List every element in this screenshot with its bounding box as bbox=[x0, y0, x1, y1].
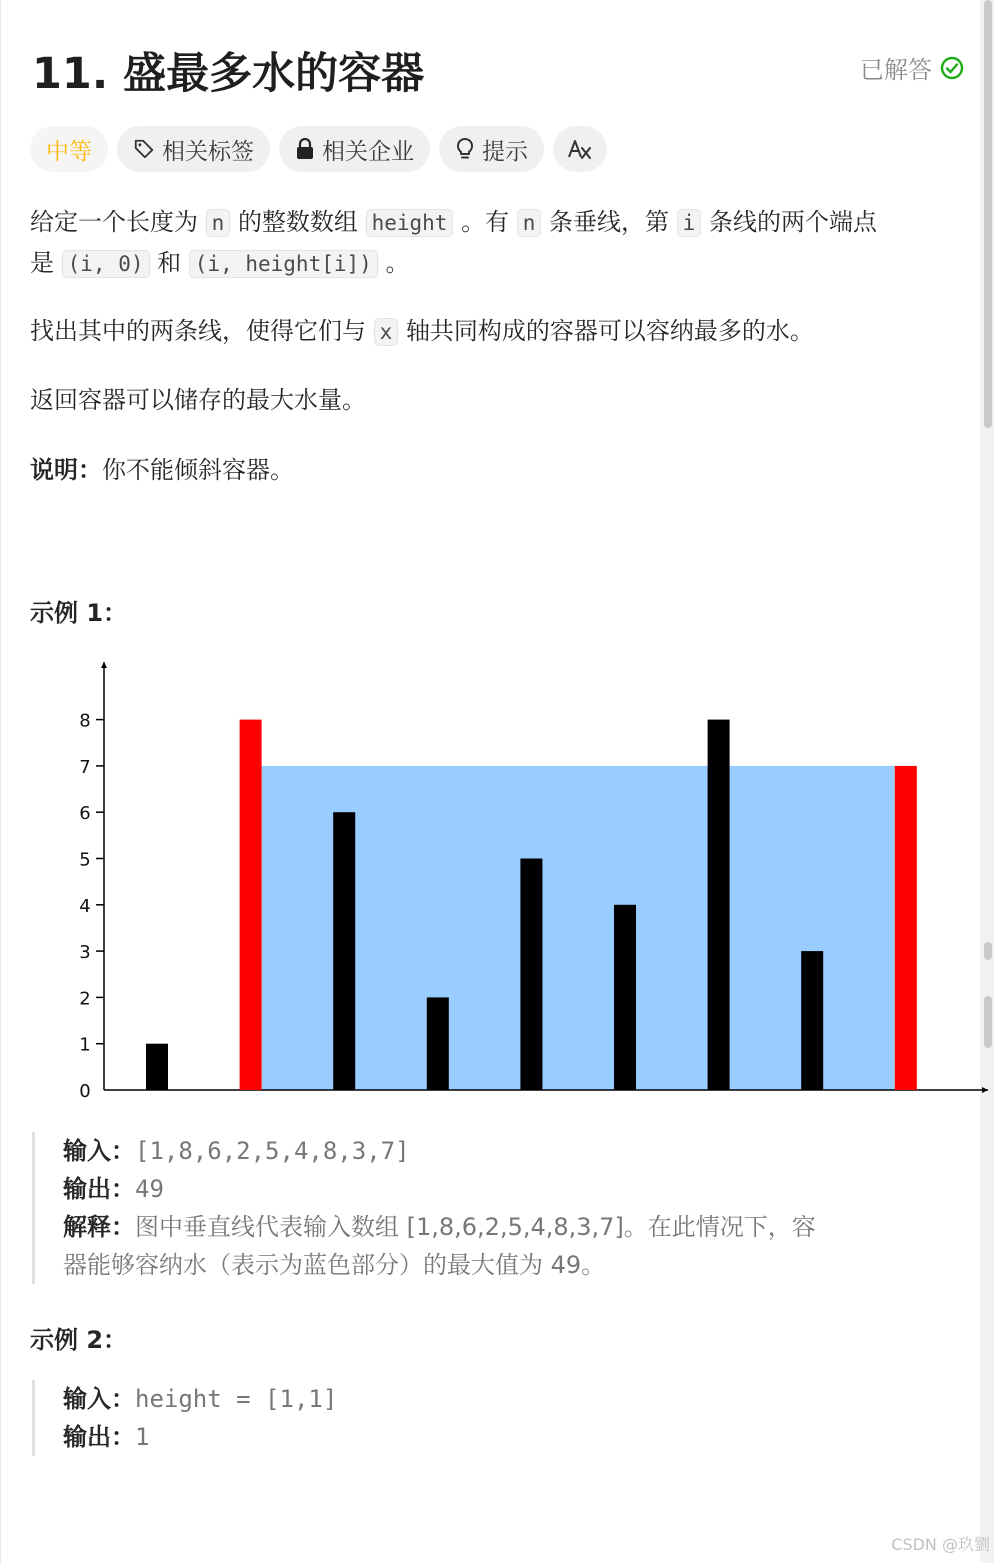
bar bbox=[614, 905, 636, 1090]
example-1-title: 示例 1： bbox=[30, 599, 128, 627]
example-2-output bbox=[63, 1418, 963, 1456]
note-label: 说明： bbox=[30, 456, 102, 484]
difficulty-badge[interactable] bbox=[30, 126, 108, 172]
text: 轴共同构成的容器可以容纳最多的水。 bbox=[405, 317, 814, 345]
bar bbox=[333, 812, 355, 1090]
y-tick-label: 1 bbox=[79, 1034, 91, 1056]
y-tick-label: 4 bbox=[79, 895, 91, 917]
description-paragraph-3: 返回容器可以储存的最大水量。 bbox=[30, 386, 366, 414]
text: 是 bbox=[30, 249, 54, 277]
note-text: 你不能倾斜容器。 bbox=[102, 456, 294, 484]
input-label: 输入： bbox=[63, 1385, 135, 1413]
example-1-explanation bbox=[63, 1208, 963, 1284]
chart-layer bbox=[79, 662, 988, 1102]
explain-label: 解释： bbox=[63, 1213, 135, 1241]
inline-code: (i, height[i]) bbox=[189, 250, 378, 278]
lock-icon bbox=[295, 138, 315, 160]
output-value: 49 bbox=[135, 1175, 164, 1203]
bar bbox=[146, 1044, 168, 1090]
inline-code: n bbox=[517, 209, 542, 237]
text: 条线的两个端点 bbox=[708, 208, 877, 236]
left-border bbox=[0, 0, 1, 1563]
y-tick-label: 0 bbox=[79, 1081, 91, 1102]
y-tick-label: 2 bbox=[79, 988, 91, 1010]
description-paragraph-2 bbox=[30, 311, 950, 352]
related-companies-button[interactable] bbox=[279, 126, 430, 172]
inline-code: x bbox=[374, 318, 399, 346]
highlighted-bar bbox=[240, 720, 262, 1090]
input-value: height = [1,1] bbox=[135, 1385, 338, 1413]
related-tags-button[interactable] bbox=[117, 126, 270, 172]
input-label: 输入： bbox=[63, 1137, 135, 1165]
explain-text: 图中垂直线代表输入数组 [1,8,6,2,5,4,8,3,7]。在此情况下，容 bbox=[135, 1213, 816, 1241]
text: 找出其中的两条线，使得它们与 bbox=[30, 317, 366, 345]
inline-code: height bbox=[366, 209, 454, 237]
text: 。有 bbox=[461, 208, 510, 236]
solved-label: 已解答 bbox=[860, 56, 932, 84]
solved-status[interactable] bbox=[860, 50, 964, 85]
input-value: [1,8,6,2,5,4,8,3,7] bbox=[135, 1137, 410, 1165]
text: 和 bbox=[157, 249, 182, 277]
inline-code: i bbox=[677, 209, 702, 237]
translate-button[interactable] bbox=[553, 126, 607, 172]
water-area bbox=[262, 766, 895, 1090]
tag-icon bbox=[133, 138, 155, 160]
check-circle-icon bbox=[940, 56, 964, 80]
x-axis-arrow bbox=[982, 1087, 988, 1093]
example-1-block bbox=[32, 1132, 963, 1284]
output-label: 输出： bbox=[63, 1175, 135, 1203]
example-1-output bbox=[63, 1170, 963, 1208]
text: 的整数数组 bbox=[237, 208, 358, 236]
bar bbox=[801, 951, 823, 1090]
watermark: CSDN @玖劉 bbox=[891, 1535, 990, 1554]
highlighted-bar bbox=[895, 766, 917, 1090]
y-tick-label: 3 bbox=[79, 942, 91, 964]
y-tick-label: 7 bbox=[79, 756, 91, 778]
tag-bar bbox=[30, 126, 607, 172]
text: 条垂线，第 bbox=[549, 208, 670, 236]
hint-button[interactable] bbox=[439, 126, 544, 172]
scrollbar-thumb[interactable] bbox=[984, 0, 992, 428]
problem-title: 11. 盛最多水的容器 bbox=[32, 49, 425, 99]
y-tick-label: 6 bbox=[79, 803, 91, 825]
inline-code: n bbox=[206, 209, 231, 237]
example-2-input bbox=[63, 1380, 963, 1418]
difficulty-label: 中等 bbox=[46, 138, 92, 165]
hint-label: 提示 bbox=[482, 138, 528, 165]
bar bbox=[708, 720, 730, 1090]
related-tags-label: 相关标签 bbox=[162, 138, 254, 165]
y-tick-label: 5 bbox=[79, 849, 91, 871]
inline-code: (i, 0) bbox=[62, 250, 150, 278]
related-companies-label: 相关企业 bbox=[322, 138, 414, 165]
text: 给定一个长度为 bbox=[30, 208, 198, 236]
example-2-block bbox=[32, 1380, 963, 1456]
description-note bbox=[30, 450, 294, 490]
container-chart bbox=[68, 650, 994, 1110]
example-2-title: 示例 2： bbox=[30, 1326, 128, 1354]
output-value: 1 bbox=[135, 1423, 150, 1451]
text: 。 bbox=[385, 249, 410, 277]
translate-icon bbox=[567, 137, 593, 161]
y-tick-label: 8 bbox=[79, 710, 91, 732]
lightbulb-icon bbox=[455, 137, 475, 161]
bar bbox=[520, 859, 542, 1091]
output-label: 输出： bbox=[63, 1423, 135, 1451]
y-axis-arrow bbox=[101, 662, 107, 668]
explain-text: 器能够容纳水（表示为蓝色部分）的最大值为 49。 bbox=[63, 1251, 606, 1279]
example-1-input bbox=[63, 1132, 963, 1170]
description-paragraph-1 bbox=[30, 202, 950, 284]
bar bbox=[427, 997, 449, 1090]
